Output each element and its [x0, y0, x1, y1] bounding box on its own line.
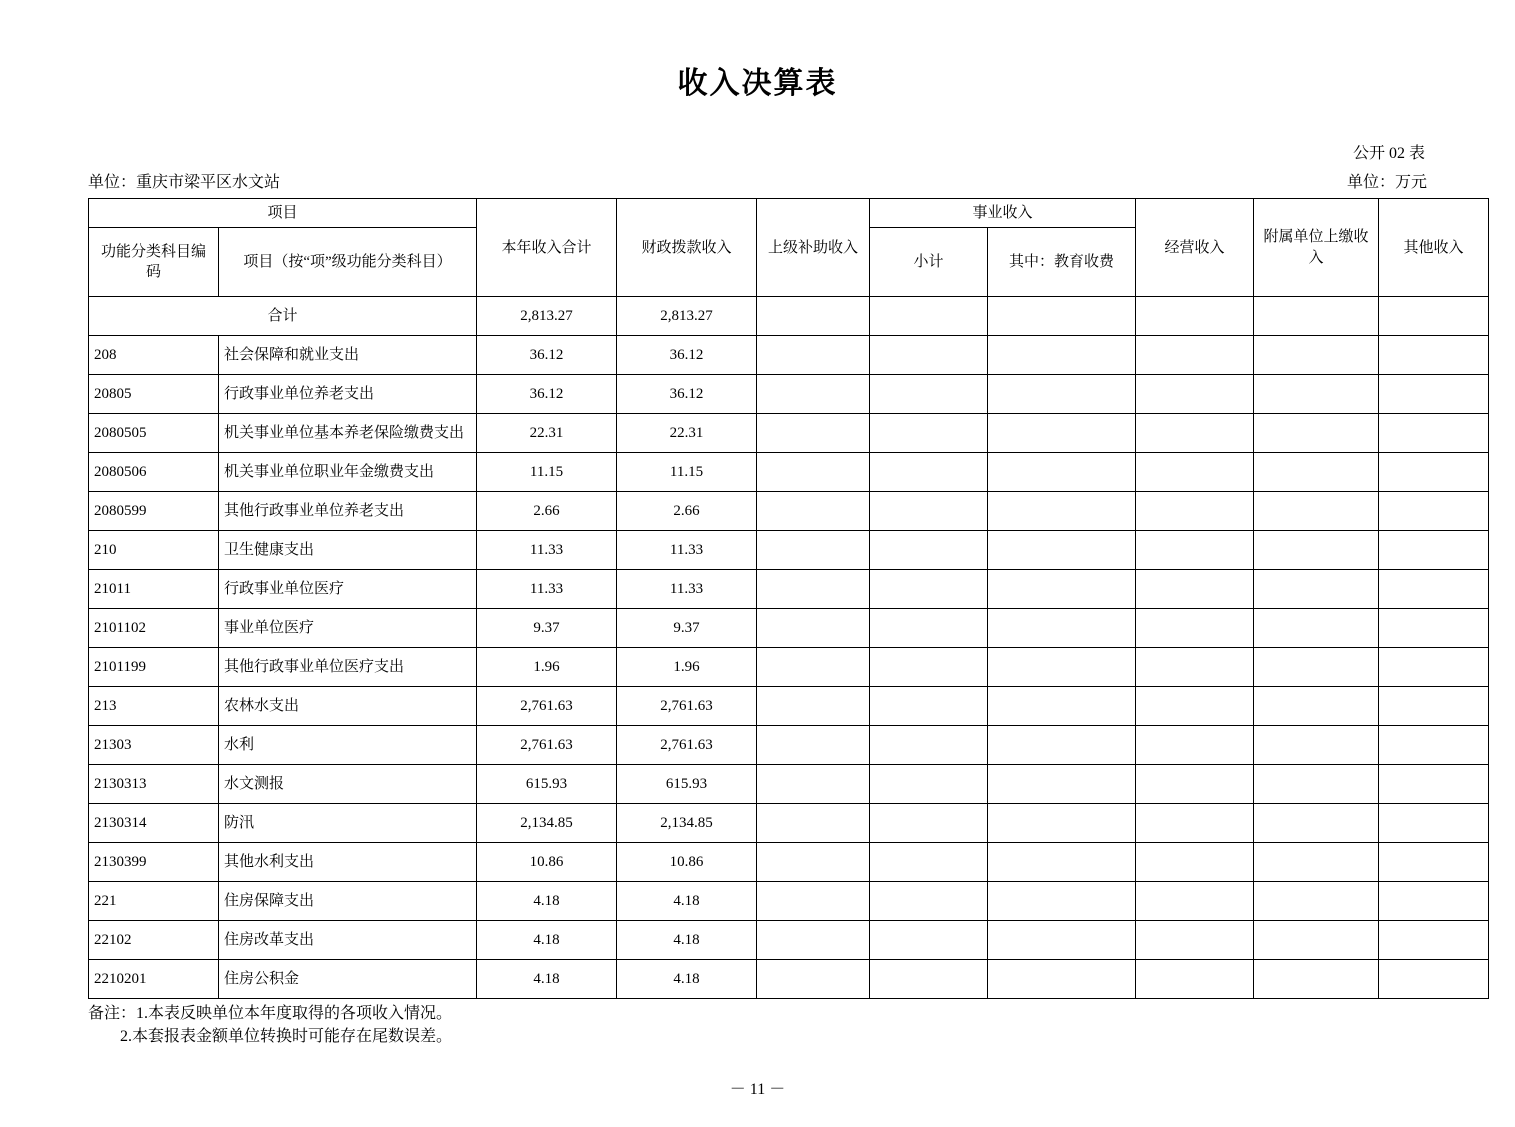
- cell-operating: [1136, 336, 1254, 375]
- cell-fiscal: 2,761.63: [617, 726, 757, 765]
- cell-item-name: 其他行政事业单位医疗支出: [219, 648, 477, 687]
- note-line-1: 备注：1.本表反映单位本年度取得的各项收入情况。: [88, 1005, 453, 1023]
- cell-operating: [1136, 453, 1254, 492]
- cell-item-name: 水文测报: [219, 765, 477, 804]
- cell-item-name: 合计: [89, 297, 477, 336]
- cell-operating: [1136, 726, 1254, 765]
- cell-item-name: 事业单位医疗: [219, 609, 477, 648]
- cell-education-fee: [988, 687, 1136, 726]
- table-header: [89, 199, 1489, 297]
- cell-superior: [757, 726, 870, 765]
- cell-operating: [1136, 960, 1254, 999]
- cell-operating: [1136, 882, 1254, 921]
- cell-item-name: 其他行政事业单位养老支出: [219, 492, 477, 531]
- cell-superior: [757, 531, 870, 570]
- cell-total: 2,761.63: [477, 726, 617, 765]
- cell-business-subtotal: [870, 375, 988, 414]
- cell-superior: [757, 804, 870, 843]
- cell-other: [1379, 726, 1489, 765]
- cell-item-name: 住房保障支出: [219, 882, 477, 921]
- cell-operating: [1136, 648, 1254, 687]
- cell-other: [1379, 960, 1489, 999]
- cell-attached: [1254, 843, 1379, 882]
- cell-superior: [757, 882, 870, 921]
- header-education-fee: 其中：教育收费: [988, 228, 1136, 297]
- table-row: [89, 804, 1489, 843]
- cell-function-code: 2130314: [89, 804, 219, 843]
- cell-business-subtotal: [870, 453, 988, 492]
- cell-business-subtotal: [870, 882, 988, 921]
- cell-operating: [1136, 804, 1254, 843]
- header-item-name: 项目（按“项”级功能分类科目）: [219, 228, 477, 297]
- cell-operating: [1136, 570, 1254, 609]
- table-row: [89, 843, 1489, 882]
- cell-attached: [1254, 609, 1379, 648]
- cell-operating: [1136, 297, 1254, 336]
- cell-function-code: 221: [89, 882, 219, 921]
- cell-fiscal: 9.37: [617, 609, 757, 648]
- cell-other: [1379, 609, 1489, 648]
- cell-business-subtotal: [870, 765, 988, 804]
- sheet-number: 公开 02 表: [1352, 145, 1425, 162]
- cell-fiscal: 2.66: [617, 492, 757, 531]
- cell-fiscal: 2,761.63: [617, 687, 757, 726]
- cell-superior: [757, 375, 870, 414]
- cell-function-code: 2130399: [89, 843, 219, 882]
- cell-other: [1379, 531, 1489, 570]
- cell-superior: [757, 336, 870, 375]
- table-row: [89, 882, 1489, 921]
- cell-item-name: 住房改革支出: [219, 921, 477, 960]
- cell-business-subtotal: [870, 414, 988, 453]
- page-number: － 11 －: [729, 1081, 786, 1098]
- cell-other: [1379, 570, 1489, 609]
- cell-fiscal: 4.18: [617, 882, 757, 921]
- cell-function-code: 2210201: [89, 960, 219, 999]
- cell-attached: [1254, 648, 1379, 687]
- cell-attached: [1254, 453, 1379, 492]
- cell-total: 22.31: [477, 414, 617, 453]
- cell-function-code: 2080506: [89, 453, 219, 492]
- cell-total: 4.18: [477, 960, 617, 999]
- table-row: [89, 960, 1489, 999]
- header-project-group: 项目: [89, 199, 477, 228]
- cell-total: 9.37: [477, 609, 617, 648]
- cell-fiscal: 615.93: [617, 765, 757, 804]
- cell-item-name: 防汛: [219, 804, 477, 843]
- cell-education-fee: [988, 765, 1136, 804]
- cell-attached: [1254, 882, 1379, 921]
- cell-superior: [757, 843, 870, 882]
- cell-operating: [1136, 765, 1254, 804]
- page-title: 收入决算表: [677, 67, 838, 100]
- cell-fiscal: 4.18: [617, 960, 757, 999]
- cell-education-fee: [988, 414, 1136, 453]
- cell-attached: [1254, 765, 1379, 804]
- cell-business-subtotal: [870, 336, 988, 375]
- cell-operating: [1136, 921, 1254, 960]
- income-final-accounts-table: [88, 198, 1489, 999]
- cell-business-subtotal: [870, 609, 988, 648]
- cell-attached: [1254, 336, 1379, 375]
- cell-fiscal: 22.31: [617, 414, 757, 453]
- cell-superior: [757, 453, 870, 492]
- cell-operating: [1136, 375, 1254, 414]
- cell-function-code: 2080599: [89, 492, 219, 531]
- cell-education-fee: [988, 375, 1136, 414]
- table-body: [89, 297, 1489, 999]
- cell-total: 2,134.85: [477, 804, 617, 843]
- cell-fiscal: 11.15: [617, 453, 757, 492]
- cell-superior: [757, 297, 870, 336]
- header-row-group: [89, 199, 1489, 228]
- table-row: [89, 375, 1489, 414]
- cell-education-fee: [988, 726, 1136, 765]
- cell-function-code: 2101102: [89, 609, 219, 648]
- cell-superior: [757, 921, 870, 960]
- header-fiscal-appropriation: 财政拨款收入: [617, 199, 757, 297]
- cell-superior: [757, 765, 870, 804]
- cell-business-subtotal: [870, 297, 988, 336]
- cell-education-fee: [988, 648, 1136, 687]
- cell-superior: [757, 414, 870, 453]
- cell-total: 11.33: [477, 531, 617, 570]
- cell-business-subtotal: [870, 687, 988, 726]
- cell-education-fee: [988, 921, 1136, 960]
- cell-fiscal: 11.33: [617, 531, 757, 570]
- cell-business-subtotal: [870, 726, 988, 765]
- cell-function-code: 21303: [89, 726, 219, 765]
- cell-fiscal: 11.33: [617, 570, 757, 609]
- cell-superior: [757, 648, 870, 687]
- cell-function-code: 208: [89, 336, 219, 375]
- table-row: [89, 414, 1489, 453]
- table-row: [89, 921, 1489, 960]
- cell-total: 11.15: [477, 453, 617, 492]
- cell-function-code: 2130313: [89, 765, 219, 804]
- cell-business-subtotal: [870, 648, 988, 687]
- table-row: [89, 453, 1489, 492]
- unit-name: 单位：重庆市梁平区水文站: [88, 174, 281, 191]
- cell-total: 1.96: [477, 648, 617, 687]
- cell-education-fee: [988, 453, 1136, 492]
- cell-superior: [757, 570, 870, 609]
- cell-attached: [1254, 414, 1379, 453]
- cell-other: [1379, 843, 1489, 882]
- header-business-subtotal: 小计: [870, 228, 988, 297]
- cell-total: 2,761.63: [477, 687, 617, 726]
- cell-other: [1379, 453, 1489, 492]
- cell-total: 2,813.27: [477, 297, 617, 336]
- header-other-income: 其他收入: [1379, 199, 1489, 297]
- header-superior-subsidy: 上级补助收入: [757, 199, 870, 297]
- cell-other: [1379, 921, 1489, 960]
- cell-attached: [1254, 960, 1379, 999]
- cell-other: [1379, 297, 1489, 336]
- cell-operating: [1136, 414, 1254, 453]
- cell-education-fee: [988, 570, 1136, 609]
- note-line-2: 2.本套报表金额单位转换时可能存在尾数误差。: [120, 1028, 453, 1046]
- cell-function-code: 2101199: [89, 648, 219, 687]
- cell-operating: [1136, 687, 1254, 726]
- cell-business-subtotal: [870, 921, 988, 960]
- table-row: [89, 531, 1489, 570]
- cell-fiscal: 1.96: [617, 648, 757, 687]
- table-row: [89, 570, 1489, 609]
- cell-item-name: 农林水支出: [219, 687, 477, 726]
- cell-other: [1379, 375, 1489, 414]
- cell-fiscal: 4.18: [617, 921, 757, 960]
- unit-measure: 单位：万元: [1346, 174, 1427, 191]
- cell-item-name: 其他水利支出: [219, 843, 477, 882]
- cell-other: [1379, 687, 1489, 726]
- cell-total: 36.12: [477, 375, 617, 414]
- cell-item-name: 住房公积金: [219, 960, 477, 999]
- cell-other: [1379, 648, 1489, 687]
- table-row: [89, 492, 1489, 531]
- cell-item-name: 行政事业单位养老支出: [219, 375, 477, 414]
- cell-business-subtotal: [870, 804, 988, 843]
- cell-other: [1379, 882, 1489, 921]
- cell-fiscal: 2,134.85: [617, 804, 757, 843]
- cell-item-name: 行政事业单位医疗: [219, 570, 477, 609]
- cell-superior: [757, 492, 870, 531]
- cell-item-name: 机关事业单位基本养老保险缴费支出: [219, 414, 477, 453]
- cell-attached: [1254, 804, 1379, 843]
- cell-superior: [757, 960, 870, 999]
- cell-attached: [1254, 531, 1379, 570]
- cell-business-subtotal: [870, 570, 988, 609]
- cell-fiscal: 36.12: [617, 375, 757, 414]
- cell-education-fee: [988, 297, 1136, 336]
- cell-education-fee: [988, 609, 1136, 648]
- cell-operating: [1136, 843, 1254, 882]
- cell-function-code: 213: [89, 687, 219, 726]
- cell-attached: [1254, 297, 1379, 336]
- cell-other: [1379, 804, 1489, 843]
- table-notes: [88, 1002, 1427, 1048]
- cell-superior: [757, 687, 870, 726]
- cell-attached: [1254, 570, 1379, 609]
- cell-other: [1379, 492, 1489, 531]
- cell-education-fee: [988, 531, 1136, 570]
- cell-superior: [757, 609, 870, 648]
- table-row: [89, 336, 1489, 375]
- cell-operating: [1136, 609, 1254, 648]
- table-row: [89, 726, 1489, 765]
- header-business-income-group: 事业收入: [870, 199, 1136, 228]
- table-row: [89, 297, 1489, 336]
- cell-education-fee: [988, 960, 1136, 999]
- cell-total: 615.93: [477, 765, 617, 804]
- cell-attached: [1254, 492, 1379, 531]
- table-row: [89, 765, 1489, 804]
- cell-total: 2.66: [477, 492, 617, 531]
- cell-item-name: 机关事业单位职业年金缴费支出: [219, 453, 477, 492]
- header-function-code: 功能分类科目编码: [89, 228, 219, 297]
- cell-total: 4.18: [477, 882, 617, 921]
- header-attached-unit-income: 附属单位上缴收入: [1254, 199, 1379, 297]
- cell-item-name: 水利: [219, 726, 477, 765]
- table-row: [89, 609, 1489, 648]
- cell-education-fee: [988, 843, 1136, 882]
- cell-business-subtotal: [870, 492, 988, 531]
- cell-operating: [1136, 492, 1254, 531]
- cell-item-name: 社会保障和就业支出: [219, 336, 477, 375]
- header-operating-income: 经营收入: [1136, 199, 1254, 297]
- document-page: [0, 58, 1515, 1127]
- cell-operating: [1136, 531, 1254, 570]
- cell-total: 10.86: [477, 843, 617, 882]
- cell-function-code: 22102: [89, 921, 219, 960]
- cell-total: 36.12: [477, 336, 617, 375]
- cell-education-fee: [988, 804, 1136, 843]
- cell-education-fee: [988, 336, 1136, 375]
- table-row: [89, 648, 1489, 687]
- cell-function-code: 21011: [89, 570, 219, 609]
- cell-total: 11.33: [477, 570, 617, 609]
- cell-business-subtotal: [870, 843, 988, 882]
- table-row: [89, 687, 1489, 726]
- cell-business-subtotal: [870, 531, 988, 570]
- cell-item-name: 卫生健康支出: [219, 531, 477, 570]
- cell-function-code: 20805: [89, 375, 219, 414]
- cell-attached: [1254, 726, 1379, 765]
- meta-row: [88, 169, 1427, 192]
- cell-education-fee: [988, 882, 1136, 921]
- cell-function-code: 210: [89, 531, 219, 570]
- cell-attached: [1254, 921, 1379, 960]
- cell-fiscal: 36.12: [617, 336, 757, 375]
- cell-fiscal: 10.86: [617, 843, 757, 882]
- cell-attached: [1254, 687, 1379, 726]
- cell-attached: [1254, 375, 1379, 414]
- cell-fiscal: 2,813.27: [617, 297, 757, 336]
- cell-business-subtotal: [870, 960, 988, 999]
- cell-other: [1379, 336, 1489, 375]
- header-total: 本年收入合计: [477, 199, 617, 297]
- cell-education-fee: [988, 492, 1136, 531]
- cell-total: 4.18: [477, 921, 617, 960]
- cell-other: [1379, 765, 1489, 804]
- cell-other: [1379, 414, 1489, 453]
- cell-function-code: 2080505: [89, 414, 219, 453]
